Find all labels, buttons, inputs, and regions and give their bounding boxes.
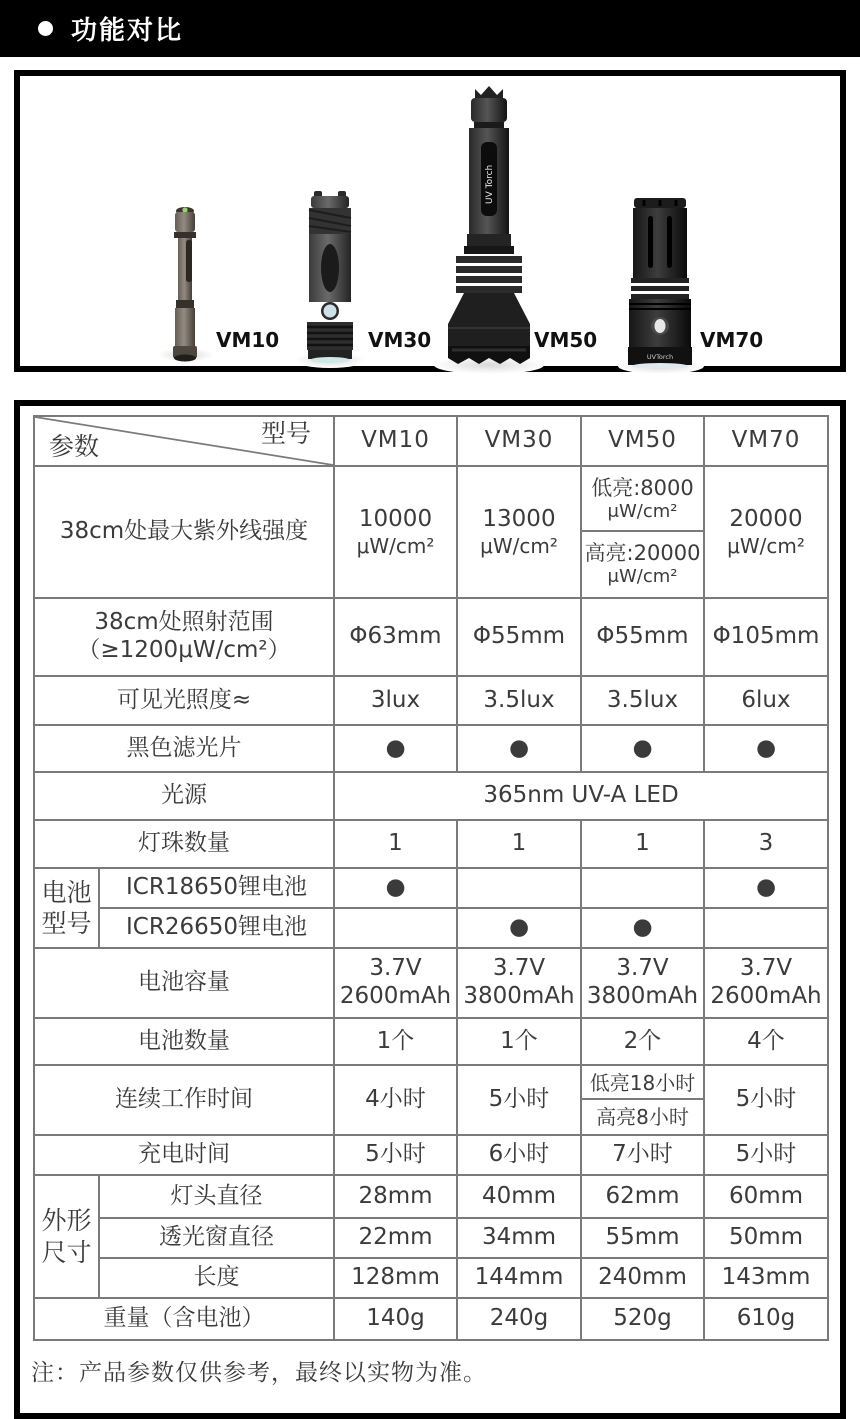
cell-vm50-dot [581,868,704,908]
row-label: 长度 [99,1258,334,1298]
row-label: 可见光照度≈ [34,676,334,725]
capacity: 2600mAh [710,983,822,1009]
cell-vm70: 60mm [704,1175,828,1218]
cell-vm70: 5小时 [704,1065,828,1135]
vm50-high-mode [582,532,703,596]
row-label: 充电时间 [34,1135,334,1175]
column-header-vm50: VM50 [581,416,704,466]
column-header-vm10: VM10 [334,416,457,466]
unit: μW/cm² [356,533,435,558]
row-battery-capacity [34,948,828,1018]
cell-vm70: 5小时 [704,1135,828,1175]
cell-vm10: 140g [334,1298,457,1340]
cell-vm30: Φ55mm [457,598,581,676]
value: 10000 [358,506,433,533]
cell-vm10: Φ63mm [334,598,457,676]
vm30-flashlight-image [306,191,354,363]
label-line2: （≥1200μW/cm²） [77,637,291,663]
cell-vm70: 610g [704,1298,828,1340]
row-label: ICR26650锂电池 [99,908,334,948]
cell-vm30: 3.5lux [457,676,581,725]
cell-vm70 [704,466,828,598]
cell-vm70 [704,948,828,1018]
row-label: 重量（含电池） [34,1298,334,1340]
row-uv-intensity [34,466,828,598]
unit: μW/cm² [607,500,678,522]
corner-cell [34,416,334,466]
value: 高亮8小时 [596,1104,689,1129]
cell-vm70-dot: ● [704,725,828,772]
voltage: 3.7V [492,955,546,982]
cell-vm10 [334,466,457,598]
row-label: 电池容量 [34,948,334,1018]
cell-vm70: Φ105mm [704,598,828,676]
row-battery-count [34,1018,828,1065]
vm10-label: VM10 [216,328,280,352]
dimensions-group-label [34,1175,99,1298]
unit: μW/cm² [480,533,558,558]
value: 20000 [729,506,803,533]
value: 高亮:20000 [584,540,701,565]
cell-vm70: 6lux [704,676,828,725]
cell-vm30: 144mm [457,1258,581,1298]
cell-vm30-dot: ● [457,908,581,948]
cell-vm10: 5小时 [334,1135,457,1175]
cell-vm50: 55mm [581,1218,704,1258]
cell-vm10-dot [334,908,457,948]
cell-vm10: 128mm [334,1258,457,1298]
vm50-low-runtime [582,1067,703,1100]
cell-vm30-dot [457,868,581,908]
voltage: 3.7V [616,955,669,982]
cell-vm10: 4小时 [334,1065,457,1135]
vm70-body-text: UVTorch [646,353,674,361]
cell-vm70: 3 [704,820,828,868]
corner-param-label: 参数 [49,432,100,461]
group-line1: 电池 [41,877,92,907]
label-line1: 38cm处照射范围 [94,609,274,636]
group-line2: 型号 [41,909,92,938]
row-label: 透光窗直径 [99,1218,334,1258]
cell-vm30: 40mm [457,1175,581,1218]
cell-vm30: 5小时 [457,1065,581,1135]
vm50-label: VM50 [534,328,598,352]
vm50-body-text: UV Torch [485,164,495,204]
row-label: 灯头直径 [99,1175,334,1218]
cell-vm50: 240mm [581,1258,704,1298]
corner-model-label: 型号 [260,419,311,448]
cell-vm10: 28mm [334,1175,457,1218]
cell-vm50-split [581,466,704,598]
row-label: 连续工作时间 [34,1065,334,1135]
spec-panel [14,400,846,1419]
cell-vm10: 22mm [334,1218,457,1258]
group-line1: 外形 [41,1206,92,1236]
row-battery-26650 [34,908,828,948]
capacity: 2600mAh [339,983,452,1009]
row-visible-light [34,676,828,725]
cell-vm70: 143mm [704,1258,828,1298]
cell-vm10-dot: ● [334,725,457,772]
bullet-icon [38,21,53,36]
vm70-label: VM70 [700,328,764,352]
cell-vm30: 1 [457,820,581,868]
cell-vm10: 1个 [334,1018,457,1065]
cell-vm70-dot: ● [704,868,828,908]
cell-vm50-split [581,1065,704,1135]
spec-table [33,415,829,1341]
cell-vm70-dot [704,908,828,948]
cell-vm30: 1个 [457,1018,581,1065]
cell-vm30 [457,466,581,598]
cell-vm50-dot: ● [581,725,704,772]
row-battery-18650 [34,868,828,908]
column-header-vm30: VM30 [457,416,581,466]
row-head-diameter [34,1175,828,1218]
cell-vm10: 1 [334,820,457,868]
product-lineup-panel [14,70,846,372]
row-label: ICR18650锂电池 [99,868,334,908]
unit: μW/cm² [727,533,805,558]
footnote: 注：产品参数仅供参考，最终以实物为准。 [31,1360,487,1386]
cell-vm50: 3.5lux [581,676,704,725]
value: 低亮18小时 [589,1070,696,1095]
cell-vm50 [581,948,704,1018]
row-black-filter [34,725,828,772]
row-light-source [34,772,828,820]
battery-type-group-label [34,868,99,948]
row-led-count [34,820,828,868]
row-label: 38cm处最大紫外线强度 [34,466,334,598]
value: 13000 [482,506,556,533]
vm70-flashlight-image [626,198,694,368]
vm50-low-mode [582,468,703,532]
cell-vm50: 520g [581,1298,704,1340]
row-weight [34,1298,828,1340]
vm10-flashlight-image [168,204,202,362]
section-title: 功能对比 [71,16,184,46]
value: 低亮:8000 [591,475,694,500]
group-line2: 尺寸 [41,1237,92,1267]
column-header-vm70: VM70 [704,416,828,466]
row-beam-range [34,598,828,676]
section-header [0,0,860,57]
cell-vm50: 1 [581,820,704,868]
vm50-high-runtime [582,1100,703,1133]
cell-vm30 [457,948,581,1018]
cell-vm70: 50mm [704,1218,828,1258]
row-label: 电池数量 [34,1018,334,1065]
row-label: 黑色滤光片 [34,725,334,772]
row-label: 光源 [34,772,334,820]
row-label: 灯珠数量 [34,820,334,868]
cell-vm30-dot: ● [457,725,581,772]
row-label [34,598,334,676]
voltage: 3.7V [739,955,793,982]
cell-vm30: 34mm [457,1218,581,1258]
capacity: 3800mAh [586,983,699,1009]
cell-vm30: 6小时 [457,1135,581,1175]
vm50-flashlight-image [444,84,534,366]
cell-vm10: 3lux [334,676,457,725]
cell-vm10-dot: ● [334,868,457,908]
cell-vm30: 240g [457,1298,581,1340]
row-charge-time [34,1135,828,1175]
cell-merged-source: 365nm UV-A LED [334,772,828,820]
cell-vm50: 62mm [581,1175,704,1218]
cell-vm70: 4个 [704,1018,828,1065]
capacity: 3800mAh [463,983,575,1009]
row-window-diameter [34,1218,828,1258]
header-row [34,416,828,466]
cell-vm50: Φ55mm [581,598,704,676]
unit: μW/cm² [607,565,678,587]
cell-vm50: 2个 [581,1018,704,1065]
voltage: 3.7V [369,955,422,982]
cell-vm10 [334,948,457,1018]
cell-vm50: 7小时 [581,1135,704,1175]
vm30-label: VM30 [368,328,432,352]
row-length [34,1258,828,1298]
row-runtime [34,1065,828,1135]
cell-vm50-dot: ● [581,908,704,948]
